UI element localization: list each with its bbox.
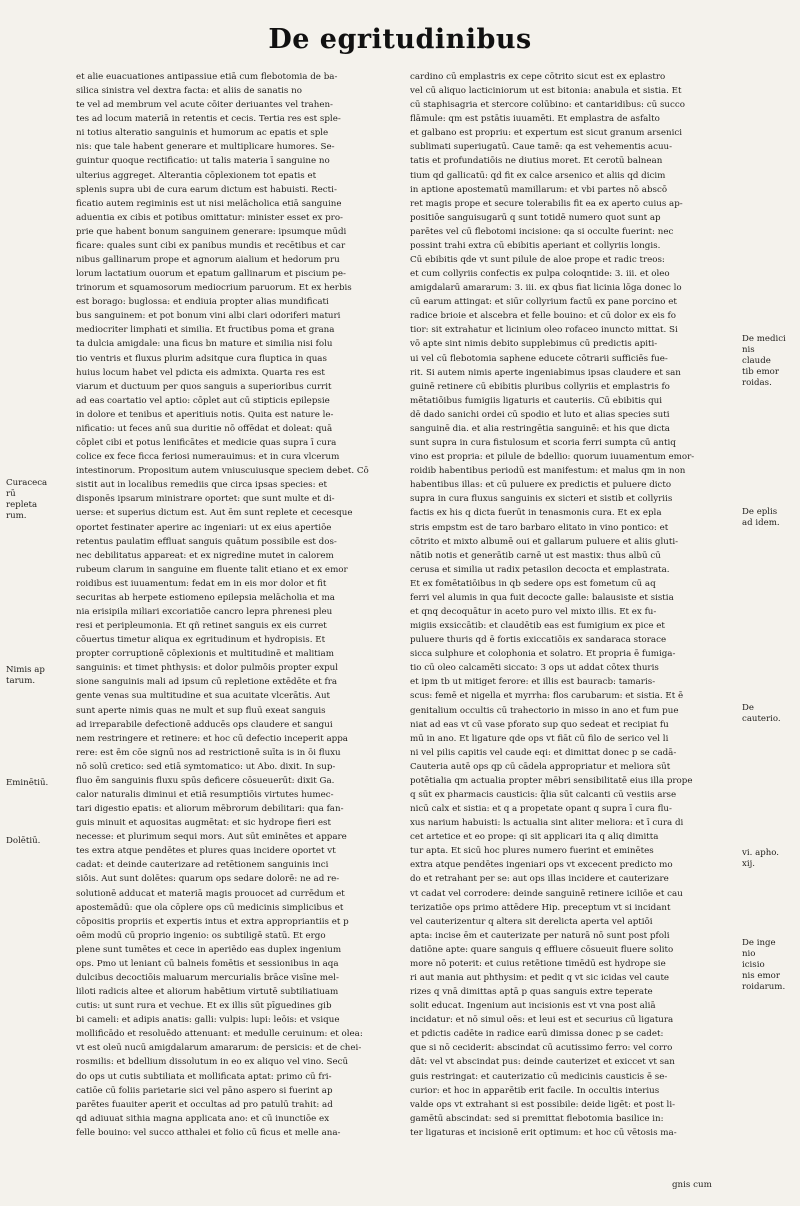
right-column-line: puluere thuris qd ē fortis exiccatiōis ex sandaraca storace [410, 635, 667, 646]
left-column-line: te vel ad membrum vel acute cōiter deriuantes vel trahen- [76, 100, 333, 111]
left-column-line: sanguinis: et timet phthysis: et dolor pulmōis propter expul [76, 663, 339, 674]
left-column-line: bi cameli: et adipis anatis: galli: vulpis: lupi: leōis: et vsique [76, 1015, 340, 1026]
left-column-line: oēm modū cū proprio ingenio: os subtiligē statū. Et ergo [76, 930, 326, 941]
margin-note-aphorismus: vi. apho. xij. [742, 848, 779, 869]
left-column-line: guintur quoque rectificatio: ut talis materia ī sanguine no [76, 156, 330, 167]
left-column-line: cōuertus timetur aliqua ex egritudinum et hydropisis. Et [76, 635, 326, 646]
left-column-line: intestinorum. Propositum autem vniuscuiusque speciem debet. Cō [76, 466, 369, 477]
right-column-line: sunt supra in cura fistulosum et scoria ferri sumpta cū antiq [410, 438, 676, 449]
right-column-line: nātib notis et generātib carnē ut est mastix: thus albū cū [410, 550, 661, 561]
left-column-line: nificatio: ut feces anū sua duritie nō offēdat et doleat: quā [76, 423, 333, 434]
left-column-line: disponēs ipsarum ministrare oportet: que sunt multe et di- [76, 494, 335, 505]
right-column-line: terizatiōe ops primo attēdere Hip. preceptum vt si incidant [410, 902, 671, 913]
right-column-line: do et retrahant per se: aut ops illas incidere et cauterizare [410, 874, 669, 885]
left-column-line: ta dulcia amigdale: una ficus bn mature et similia nisi folu [76, 339, 333, 350]
left-column-line: cutis: ut sunt rura et vechue. Et ex illis sūt pīguedines gib [76, 1001, 332, 1012]
right-text-column [410, 70, 740, 1140]
right-column-line: tio cū oleo calcamēti siccato: 3 ops ut addat cōtex thuris [410, 663, 659, 674]
right-column-line: potētialia qm actualia propter mēbri sensibilitatē eius illa prope [410, 775, 693, 786]
left-column-line: nia erisipila miliari excoriatiōe cancro lepra phrenesi pleu [76, 606, 333, 617]
right-column-line: valde ops vt extrahant si est possibile: deide ligēt: et post li- [410, 1099, 676, 1110]
left-column-line: sione sanguinis mali ad ipsum cū repletione extēdēte et fra [76, 677, 338, 688]
right-column-line: mū in ano. Et ligature qde ops vt fiāt cū filo de serico vel li [410, 733, 669, 744]
right-column-line: Cū ebibitis qde vt sunt pilule de aloe prope et radic treos: [410, 255, 665, 266]
right-column-line: et qnq decoquātur in aceto puro vel mixto illis. Et ex fu- [410, 606, 657, 617]
right-column-line: ui vel cū flebotomia saphene educete cōtrarii sufficiēs fue- [410, 353, 668, 364]
catchword: gnis cum [672, 1180, 712, 1190]
right-column-line: vino est propria: et pilule de bdellio: quorum iuuamentum emor- [410, 452, 695, 463]
right-column-line: guinē retinere cū ebibitis pluribus collyriis et emplastris fo [410, 381, 670, 392]
margin-note-emedicina: De medici nis claude tib emor roidas. [742, 334, 786, 388]
left-column-line: tari digestio epatis: et aliorum mēbrorum debilitari: qua fan- [76, 804, 344, 815]
left-column-line: silica sinistra vel dextra facta: et aliis de sanatis no [76, 86, 302, 97]
left-column-line: ulterius aggreget. Alterantia cōplexionem tot epatis et [76, 170, 317, 181]
left-column-line: tes extra atque pendētes et plures quas incidere oportet vt [76, 846, 336, 857]
left-column-line: siōis. Aut sunt dolētes: quarum ops sedare dolorē: ne ad re- [76, 874, 340, 885]
right-column-line: dāt: vel vt abscindat pus: deinde cauterizet et exiccet vt san [410, 1057, 675, 1068]
right-column-line: datiōne apte: quare sanguis q effluere cōsueuit fluere solito [410, 944, 674, 955]
left-column-line: nō solū cretico: sed etiā symtomatico: ut Abo. dixit. In sup- [76, 761, 336, 772]
left-column-line: solutionē adducat et materiā magis prouocet ad currēdum et [76, 888, 345, 899]
right-column-line: dē dado sanichi ordei cū spodio et luto et alias species suti [410, 409, 670, 420]
right-column-line: in aptione apostematū mamillarum: et vbi partes nō abscō [410, 184, 668, 195]
right-column-line: Cauteria autē ops qp cū cādela appropriatur et meliora sūt [410, 761, 671, 772]
margin-note-ingenio: De inge nio icisio nis emor roidarum. [742, 938, 786, 992]
right-column-line: factis ex his q dicta fuerūt in tenasmonis cura. Et ex epla [410, 508, 662, 519]
right-column-line: solit educat. Ingenium aut incisionis est vt vna post aliā [410, 1001, 656, 1012]
left-column-line: est borago: buglossa: et endiuia propter alias mundificati [76, 297, 329, 308]
right-column-line: tium qd gallicatū: qd fit ex calce arsenico et aliis qd dicim [410, 170, 666, 181]
right-column-line: guis restringat: et cauterizatio cū medicinis causticis ē se- [410, 1071, 668, 1082]
left-column-line: nem restringere et retinere: et hoc cū defectio inceperit appa [76, 733, 348, 744]
right-column-line: roidib habentibus periodū est manifestum: et malus qm in non [410, 466, 686, 477]
right-column-line: et ipm tb ut mitiget ferore: et illis est bauracb: tamaris- [410, 677, 656, 688]
right-column-line: tatis et profundatiōis ne diutius moret. Et cerotū balnean [410, 156, 663, 167]
left-text-column [76, 70, 404, 1140]
margin-note-cauteriis: De cauterio. [742, 703, 781, 724]
left-column-line: mollificādo et resoluēdo attenuant: et medulle ceruinum: et olea: [76, 1029, 363, 1040]
left-column-line: qd adiuuat sithia magna applicata ano: et cū inunctiōe ex [76, 1113, 330, 1124]
left-column-line: tio ventris et fluxus plurim adsitque cura fluptica in quas [76, 353, 327, 364]
left-column-line: et alie euacuationes antipassiue etiā cum flebotomia de ba- [76, 72, 338, 82]
left-column-line: in dolore et tenibus et aperitiuis notis. Quita est nature le- [76, 409, 334, 420]
left-column-line: plene sunt tumētes et cece in aperiēdo eas duplex ingenium [76, 944, 342, 955]
left-column-line: uerse: et superius dictum est. Aut ēm sunt replete et cecesque [76, 508, 353, 519]
left-column-line: liloti radicis altee et aliorum habētium virtutē subtiliatiuam [76, 987, 339, 998]
right-column-line: incidatur: et nō simul oēs: et leui est et securius cū ligatura [410, 1015, 674, 1026]
left-column-line: propter corruptionē cōplexionis et multitudinē et malitiam [76, 649, 334, 660]
left-column-line: ficatio autem regiminis est ut nisi melācholica etiā sanguine [76, 198, 342, 209]
left-column-line: felle bouino: vel succo atthalei et folio cū ficus et melle ana- [76, 1127, 341, 1138]
left-column-line: cadat: et deinde cauterizare ad retētionem sanguinis inci [76, 860, 329, 871]
right-column-line: que si nō ceciderit: abscindat cū acutissimo ferro: vel corro [410, 1043, 673, 1054]
left-column-line: cōplet cibi et potus lenificātes et medicie quas supra ī cura [76, 438, 337, 449]
left-column-line: colice ex fece ficca feriosi numerauimus: et in cura vlcerum [76, 452, 340, 463]
right-column-line: cū earum attingat: et siūr collyrium factū ex pane porcino et [410, 297, 677, 308]
left-column-line: vt est oleū nucū amigdalarum amararum: de persicis: et de chei- [76, 1043, 362, 1054]
right-column-line: curior: et hoc in apparētib erit facile. In occultis interius [410, 1085, 660, 1096]
right-column-line: vt cadat vel corrodere: deinde sanguinē retinere iciliōe et cau [410, 888, 683, 899]
margin-note-curaceca: Curaceca rū repleta rum. [6, 478, 48, 521]
left-column-line: ops. Pmo ut leniant cū balneis fomētis et sessionibus in aqa [76, 958, 339, 969]
left-column-line: trinorum et squamosorum mediocrium paruorum. Et ex herbis [76, 283, 352, 294]
left-column-line: resi et peripleumonia. Et qñ retinet sanguis ex eis curret [76, 621, 327, 632]
right-column-line: ter ligaturas et incisionē erit optimum: et hoc cū vētosis ma- [410, 1127, 677, 1138]
left-column-line: splenis supra ubi de cura earum dictum est habuisti. Recti- [76, 184, 337, 195]
left-column-line: ficare: quales sunt cibi ex panibus mundis et recētibus et car [76, 240, 346, 251]
right-column-line: ri aut mania aut phthysim: et pedit q vt sic icidas vel caute [410, 973, 670, 983]
right-column-line: possint trahi extra cū ebibitis aperiant et collyriis longis. [410, 240, 661, 251]
right-column-line: ferri vel alumis in qua fuit decocte galle: balausiste et sistia [410, 592, 674, 603]
left-column-line: calor naturalis diminui et etiā resumptiōis virtutes humec- [76, 789, 334, 800]
margin-note-dolentium: Dolētiū. [6, 836, 41, 846]
right-column-line: nicū calx et sistia: et q a propetate opant q supra ī cura flu- [410, 804, 672, 815]
right-column-line: ni vel pilis capitis vel caude eqi: et dimittat donec p se cadā- [410, 747, 677, 758]
right-column-line: xus narium habuisti: ls actualia sint aliter meliora: et ī cura di [410, 818, 684, 829]
left-column-line: do ops ut cutis subtiliata et mollificata aptat: primo cū fri- [76, 1071, 332, 1082]
page-heading: De egritudinibus [268, 24, 532, 55]
left-column-line: ni totius alteratio sanguinis et humorum ac epatis et sple [76, 128, 329, 139]
left-column-line: mediocriter limphati et similia. Et fructibus poma et grana [76, 325, 335, 336]
left-column-line: bus sanguinem: et pot bonum vini albi clari odoriferi maturi [76, 311, 341, 322]
right-column-line: tur apta. Et sicū hoc plures numero fuerint et eminētes [410, 846, 654, 857]
right-column-line: parētes vel cū flebotomi incisione: qa si occulte fuerint: nec [410, 226, 674, 237]
left-column-line: securitas ab herpete estiomeno epilepsia melācholia et ma [76, 592, 335, 603]
right-column-line: mētatiōibus fumigiis ligaturis et cauteriis. Cū ebibitis qui [410, 395, 663, 406]
left-column-line: nibus gallinarum prope et agnorum aialium et hedorum pru [76, 255, 340, 266]
margin-note-eplis: De eplis ad idem. [742, 507, 780, 528]
left-column-line: parētes fuauiter aperit et occultas ad pro patulū trahit: ad [76, 1099, 333, 1110]
right-column-line: cerusa et similia ut radix petasilon decocta et emplastrata. [410, 564, 670, 575]
right-column-line: apta: incise ēm et cauterizate per naturā nō sunt post pfoli [410, 930, 670, 941]
right-column-line: cū staphisagria et stercore colūbino: et cantaridibus: cū succo [410, 100, 685, 111]
left-column-line: nis: que tale habent generare et multiplicare humores. Se- [76, 142, 335, 153]
left-column-line: aduentia ex cibis et potibus omittatur: minister esset ex pro- [76, 212, 343, 223]
right-column-line: vel cauterizentur q altera sit derelicta aperta vel aptiōi [410, 916, 653, 927]
left-column-line: retentus paulatim effluat sanguis quātum possibile est dos- [76, 536, 337, 547]
right-column-line: sublimati superiugatū. Caue tamē: qa est vehementis acuu- [410, 142, 673, 153]
right-column-line: cet artetice et eo prope: qi sit applicari ita q aliq dimitta [410, 832, 659, 843]
right-column-line: sicca sulphure et colophonia et solatro. Et propria ē fumiga- [410, 649, 676, 660]
right-column-line: flāmule: qm est pstātis iuuamēti. Et emplastra de asfalto [410, 114, 660, 125]
left-column-line: cōpositis propriis et expertis intus et extra appropriantiis et p [76, 916, 349, 927]
right-column-line: genitalium occultis cū trahectorio in misso in ano et fum pue [410, 705, 679, 716]
left-column-line: gente venas sua multitudine et sua acuitate vlcerātis. Aut [76, 691, 331, 702]
right-column-line: gamētū abscindat: sed si premittat flebotomia basilice in: [410, 1113, 664, 1124]
right-column-line: supra in cura fluxus sanguinis ex sicteri et sistib et collyriis [410, 494, 673, 505]
right-column-line: migiis exsiccātib: et claudētib eas est fumigium ex pice et [410, 621, 665, 632]
left-column-line: tes ad locum materiā in retentis et cecis. Tertia res est sple- [76, 114, 341, 125]
left-column-line: prie que habent bonum sanguinem generare: ipsumque mūdi [76, 226, 347, 237]
right-column-line: rit. Si autem nimis aperte ingeniabimus ipsas claudere et san [410, 367, 681, 378]
right-column-line: vō apte sint nimis debito supplebimus cū predictis apiti- [410, 339, 658, 350]
right-column-line: amigdalarū amararum: 3. iii. ex qbus fiat licinia lōga donec lo [410, 283, 682, 294]
left-column-line: dulcibus decoctiōis maluarum mercurialis brāce visīne mel- [76, 973, 339, 983]
left-column-line: sistit aut in localibus remediis que circa ipsas species: et [76, 480, 327, 491]
left-column-line: nec debilitatus appareat: et ex nigredine mutet in calorem [76, 550, 334, 561]
left-column-line: oportet festinater aperire ac ingeniari: ut ex eius apertiōe [76, 522, 332, 533]
right-column-line: rizes q vnā dimittas aptā p quas sanguis extre teperate [410, 987, 653, 998]
right-column-line: radice brioie et alscebra et felle bouino: et cū dolor ex eis fo [410, 311, 676, 322]
right-column-line: vel cū aliquo lacticiniorum ut est bitonia: anabula et sistia. Et [410, 86, 682, 97]
left-column-line: ad eas coartatio vel aptio: cōplet aut cū stipticis epilepsie [76, 395, 330, 406]
right-column-line: habentibus illas: et cū puluere ex predictis et puluere dicto [410, 480, 672, 491]
left-column-line: necesse: et plurimum sequi mors. Aut sūt eminētes et appare [76, 832, 347, 843]
left-column-line: roidibus est iuuamentum: fedat em in eis mor dolor et fit [76, 578, 327, 589]
left-column-line: rubeum clarum in sanguine em fluente talit etiano et ex emor [76, 564, 348, 575]
left-column-line: fluo ēm sanguinis fluxu spūs deficere cōsueuerūt: dixit Ga. [76, 775, 335, 786]
right-column-line: cōtrito et mixto albumē oui et gallarum puluere et aliis gluti- [410, 536, 679, 547]
right-column-line: ret magis prope et secure tolerabilis fit ea ex aperto cuius ap- [410, 198, 683, 209]
right-column-line: stris empstm est de taro barbaro elitato in vino pontico: et [410, 522, 669, 533]
right-column-line: sanguinē dia. et alia restringētia sanguinē: et his que dicta [410, 423, 670, 434]
right-column-line: tior: sit extrahatur et licinium oleo rofaceo inuncto mittat. Si [410, 325, 678, 336]
left-column-line: rosmilis: et bdellium dissolutum in eo ex aliquo vel vino. Secū [76, 1057, 349, 1068]
left-column-line: sunt aperte nimis quas ne mult et sup fluū exeat sanguis [76, 705, 326, 716]
left-column-line: catiōe cū foliis parietarie sici vel pāno aspero si fuerint ap [76, 1085, 333, 1096]
left-column-line: apostemādū: que ola cōplere ops cū medicinis simplicibus et [76, 902, 344, 913]
right-column-line: niat ad eas vt cū vase pforato sup quo sedeat et recipiat fu [410, 719, 669, 730]
margin-note-nimis: Nimis ap tarum. [6, 665, 45, 686]
left-column-line: rere: est ēm cōe signū nos ad restrictionē suīta is in ōi fluxu [76, 747, 341, 758]
right-column-line: et cum collyriis confectis ex pulpa coloqntide: 3. iii. et oleo [410, 269, 670, 280]
left-column-line: guis minuit et aquositas augmētat: et sic hydrope fieri est [76, 818, 331, 829]
right-column-line: q sūt ex pharmacis causticis: q̄lia sūt calcanti cū vestiis arse [410, 789, 677, 800]
left-column-line: ad irreparabile defectionē adducēs ops claudere et sangui [76, 719, 333, 730]
left-column-line: huius locum habet vel pdicta eis admixta. Quarta res est [76, 367, 325, 378]
right-column-line: positiōe sanguisugarū q sunt totidē numero quot sunt ap [410, 212, 661, 223]
margin-note-eminentium: Eminētiū. [6, 778, 49, 788]
left-column-line: lorum lactatium ouorum et epatum gallinarum et piscium pe- [76, 269, 346, 280]
right-column-line: Et ex fomētatiōibus in qb sedere ops est fometum cū aq [410, 578, 656, 589]
right-column-line: extra atque pendētes ingeniari ops vt excecent predicto mo [410, 860, 673, 871]
right-column-line: et pdictis cadēte in radice earū dimissa donec p se cadet: [410, 1029, 664, 1040]
right-column-line: scus: femē et nigella et myrrha: flos carubarum: et sistia. Et ē [410, 691, 684, 702]
right-column-line: et galbano est propriu: et expertum est sicut granum arsenici [410, 128, 683, 139]
left-column-line: viarum et ductuum per quos sanguis a superioribus currit [76, 381, 332, 392]
right-column-line: more nō poterit: et cuius retētione timēdū est hydrope sie [410, 958, 666, 969]
right-column-line: cardino cū emplastris ex cepe cōtrito sicut est ex eplastro [410, 72, 666, 82]
